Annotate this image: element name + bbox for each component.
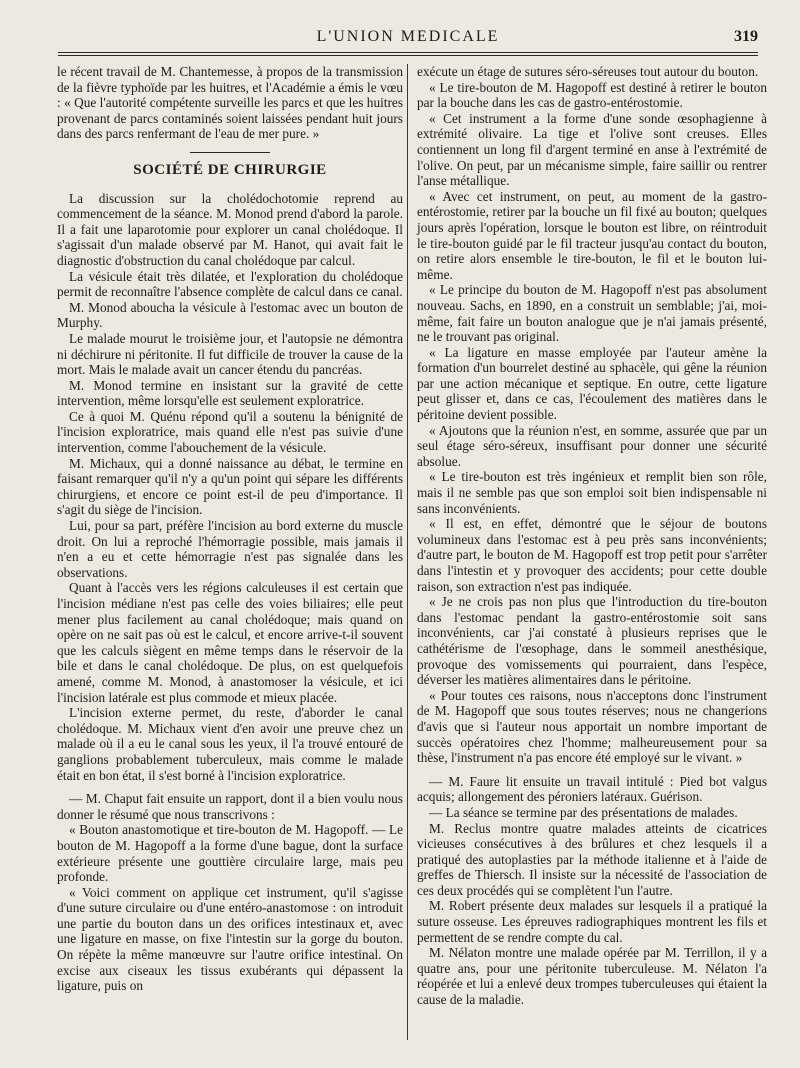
- column-divider: [407, 64, 408, 1040]
- paragraph: « Ajoutons que la réunion n'est, en somme, assurée que par un seul étage séro-séreux, insuffisant pour donner une sécurité absolue.: [417, 422, 767, 469]
- paragraph: M. Nélaton montre une malade opérée par M. Terrillon, il y a quatre ans, pour une péritonite tuberculeuse. M. Nélaton l'a réopérée et lui a enlevé deux trompes tuberculeuses qui étaient la cause de la maladie.: [417, 945, 767, 1008]
- paragraph: « Cet instrument a la forme d'une sonde œsophagienne à extrémité olivaire. La tige et l'olive sont creuses. Elles contiennent un long fil d'argent terminé en anse à l'extrémité de l'olive. On peut, par un mécanisme simple, faire saillir ou rentrer l'anse métallique.: [417, 110, 767, 189]
- paragraph: « Je ne crois pas non plus que l'introduction du tire-bouton dans l'estomac pendant la gastro-entérostomie soit sans inconvénients, car j'ai constaté à plusieurs reprises que le cathétérisme de l'œsophage, dans le sommeil anesthésique, provoque des vomissements qui pourraient, dans l'espèce, déverser les matières alimentaires dans le péritoine.: [417, 594, 767, 688]
- paragraph: — La séance se termine par des présentations de malades.: [429, 804, 738, 820]
- spacer: [57, 783, 403, 791]
- paragraph: « Le tire-bouton est très ingénieux et remplit bien son rôle, mais il ne semble pas que son emploi soit bien indispensable ni sans inconvénients.: [417, 469, 767, 516]
- paragraph: Lui, pour sa part, préfère l'incision au bord externe du muscle droit. On lui a reproché l'hémorragie possible, mais jamais il n'en a eu et cette hémorragie n'est pas signalée dans les observations.: [57, 518, 403, 580]
- paragraph: « Avec cet instrument, on peut, au moment de la gastro-entérostomie, retirer par la bouche un fil fixé au bouton; quelques jours après l'opération, lorsque le bouton est libre, on réintroduit le tire-bouton guidé par le fil tracteur jusqu'au contact du bouton, on retire alors ensemble le tire-bouton, le fil et le bouton lui-même.: [417, 188, 767, 282]
- right-column: [417, 64, 767, 1008]
- paragraph: le récent travail de M. Chantemesse, à propos de la transmission de la fièvre typhoïde par les huitres, et l'Académie a émis le vœu : « Que l'autorité compétente surveille les parcs et que les huitres provenant de parcs contaminés soient laissées pendant huit jours dans des parcs renfermant de l'eau de mer pure. »: [57, 64, 403, 142]
- paragraph: M. Michaux, qui a donné naissance au débat, le termine en faisant remarquer qu'il n'y a qu'un point qui sépare les différents chirurgiens, et encore ce point est-il de peu d'importance. Il s'agit du siège de l'incision.: [57, 455, 403, 518]
- paragraph: M. Reclus montre quatre malades atteints de cicatrices vicieuses consécutives à des brûlures et chez lesquels il a pratiqué des autoplasties par la méthode italienne et à l'aide de greffes de Thiersch. Il insiste sur la nécessité de l'association de ces deux procédés qui se complètent l'un l'autre.: [417, 820, 767, 898]
- page-number: 319: [734, 28, 758, 45]
- paragraph: Le malade mourut le troisième jour, et l'autopsie ne démontra ni déchirure ni péritonite. Il fut difficile de trouver la cause de la mort. Mais le malade avait un cancer étendu du pancréas.: [57, 330, 403, 378]
- paragraph: « Le principe du bouton de M. Hagopoff n'est pas absolument nouveau. Sachs, en 1890, en a construit un semblable; j'ai, moi-même, fait faire un bouton analogue que je n'ai jamais présenté, ne le trouvant pas original.: [417, 282, 767, 345]
- paragraph: M. Monod termine en insistant sur la gravité de cette intervention, même lorsqu'elle est seulement exploratrice.: [57, 377, 403, 409]
- paragraph: Quant à l'accès vers les régions calculeuses il est certain que l'incision médiane n'est pas celle des voies biliaires; elle peut mener plus facilement au canal cholédoque; mais quand on opère on ne sait pas où est le calcul, et encore arrive-t-il souvent que les calculs siègent en même temps dans le réservoir de la bile et dans le canal cholédoque. De plus, on est quelquefois amené, comme M. Monod, à anastomoser la vésicule, et ici l'incision latérale est plus commode et mieux placée.: [57, 580, 403, 705]
- paragraph: « Voici comment on applique cet instrument, qu'il s'agisse d'une suture circulaire ou d'une entéro-anastomose : on introduit une partie du bouton dans un des orifices intestinaux et, avec une ligature en masse, on fixe l'intestin sur la gorge du bouton. On répète la même manœuvre sur l'autre orifice intestinal. On excise aux ciseaux les tissus exubérants qui dépassent la ligature, puis on: [57, 884, 403, 994]
- paragraph: « Le tire-bouton de M. Hagopoff est destiné à retirer le bouton par la bouche dans les cas de gastro-entérostomie.: [417, 79, 767, 111]
- paragraph: — M. Faure lit ensuite un travail intitulé : Pied bot valgus acquis; allongement des péroniers latéraux. Guérison.: [417, 773, 767, 805]
- paragraph: M. Monod aboucha la vésicule à l'estomac avec un bouton de Murphy.: [57, 299, 403, 331]
- paragraph: « Bouton anastomotique et tire-bouton de M. Hagopoff. — Le bouton de M. Hagopoff a la forme d'une bague, dont la surface extérieure présente une gouttière circulaire large, mais peu profonde.: [57, 822, 403, 885]
- paragraph: La vésicule était très dilatée, et l'exploration du cholédoque permit de reconnaître l'absence complète de calcul dans ce canal.: [57, 268, 403, 300]
- paragraph: L'incision externe permet, du reste, d'aborder le canal cholédoque. M. Michaux vient d'en avoir une preuve chez un malade où il a eu le canal sous les yeux, il l'a trouvé entouré de ganglions probablement tuberculeux, mais comme le malade était en bon état, il s'est borné à l'incision exploratrice.: [57, 705, 403, 783]
- running-title: L'UNION MEDICALE: [316, 28, 500, 45]
- paragraph: Ce à quoi M. Quénu répond qu'il a soutenu la bénignité de l'incision exploratrice, mais quand elle n'est pas suivie d'une intervention, comme l'abouchement de la vésicule.: [57, 408, 403, 456]
- paragraph: exécute un étage de sutures séro-séreuses tout autour du bouton.: [417, 64, 759, 79]
- section-title: SOCIÉTÉ DE CHIRURGIE: [133, 161, 327, 178]
- header-rule: [58, 55, 758, 56]
- paragraph: M. Robert présente deux malades sur lesquels il a pratiqué la suture osseuse. Les épreuves radiographiques montrent les fils et permettent de se rendre compte du cal.: [417, 898, 767, 945]
- paragraph: — M. Chaput fait ensuite un rapport, dont il a bien voulu nous donner le résumé que nous transcrivons :: [57, 791, 403, 822]
- paragraph: La discussion sur la cholédochotomie reprend au commencement de la séance. M. Monod prend d'abord la parole. Il a fait une laparotomie pour explorer un canal cholédoque. Il s'agissait d'un malade observé par M. Hanot, qui avait fait le diagnostic d'obstruction du canal cholédoque par calcul.: [57, 190, 403, 268]
- page-header: [58, 26, 758, 53]
- section-rule: [190, 152, 270, 153]
- left-column: [57, 64, 403, 994]
- paragraph: « Il est, en effet, démontré que le séjour de boutons volumineux dans l'estomac est à peu près sans inconvénients; d'autre part, le bouton de M. Hagopoff est trop petit pour s'arrêter dans l'intestin et y provoquer des accidents; pour cette double raison, son extraction n'est pas indiquée.: [417, 516, 767, 594]
- spacer: [417, 766, 767, 774]
- paragraph: « Pour toutes ces raisons, nous n'acceptons donc l'instrument de M. Hagopoff que sous toutes réserves; nous ne changerions d'avis que si l'auteur nous apportait un nombre important de succès opératoires chez l'homme; malheureusement pour sa thèse, l'instrument n'a pas encore été employé sur le vivant. »: [417, 687, 767, 766]
- paragraph: « La ligature en masse employée par l'auteur amène la formation d'un bourrelet destiné au sphacèle, qui gêne la réunion par une action mécanique et septique. En outre, cette ligature peut glisser et, dans ce cas, l'écoulement des matières dans le péritoine devient possible.: [417, 344, 767, 423]
